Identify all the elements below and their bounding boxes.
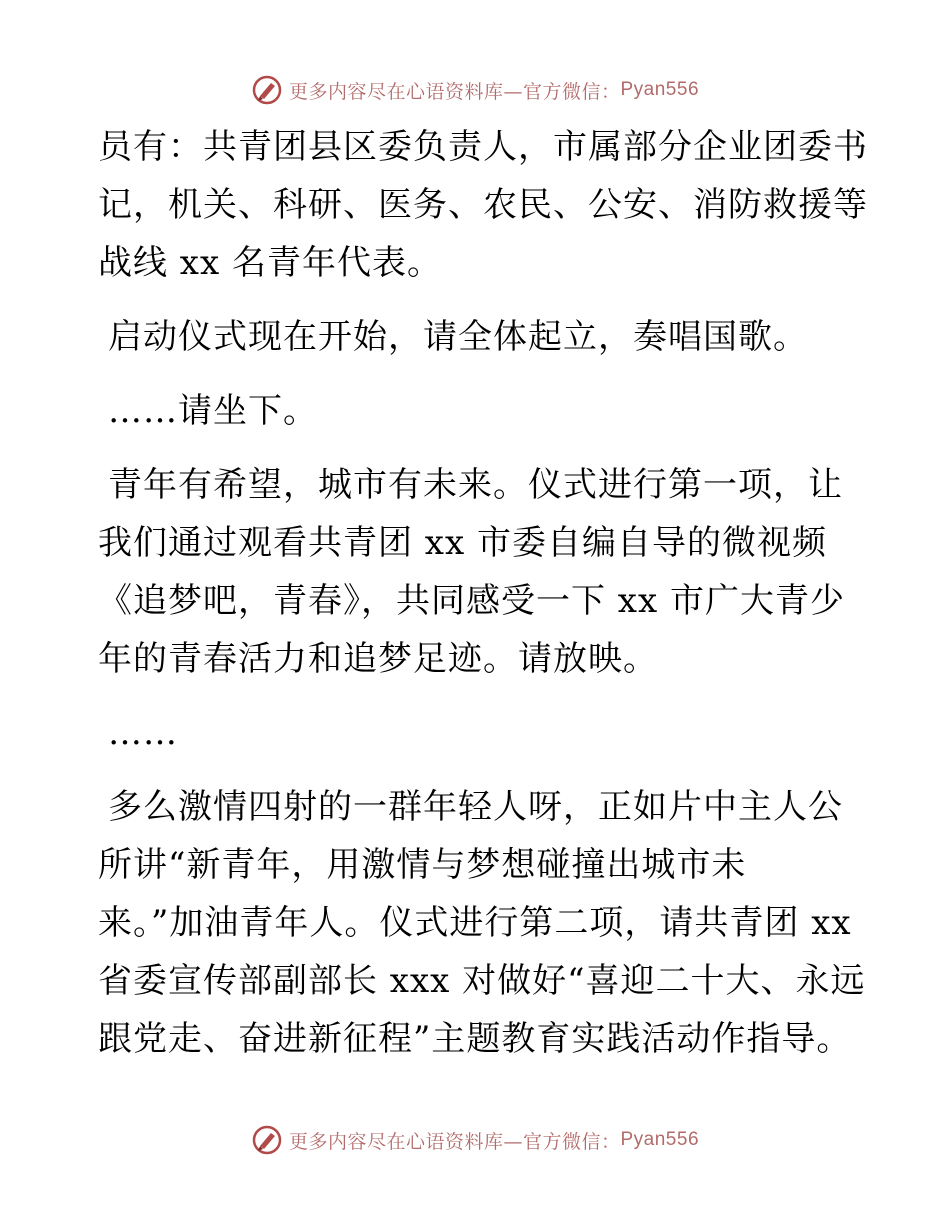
text-line: 青年有希望，城市有未来。仪式进行第一项，让 xyxy=(108,465,843,505)
watermark-wechat-id: Pyan556 xyxy=(620,79,700,100)
text-line: 跟党走、奋进新征程”主题教育实践活动作指导。 xyxy=(98,1019,852,1059)
text-line: ……请坐下。 xyxy=(108,391,318,431)
text-line: 员有：共青团县区委负责人，市属部分企业团委书 xyxy=(98,127,868,167)
text-line: 年的青春活力和追梦足迹。请放映。 xyxy=(98,639,658,679)
document-body xyxy=(98,118,868,1084)
watermark-wechat-id: Pyan556 xyxy=(620,1129,700,1150)
text-line: 来。”加油青年人。仪式进行第二项，请共青团 xx xyxy=(98,903,852,943)
paragraph-ceremony-start xyxy=(98,308,858,366)
text-line: 省委宣传部副部长 xxx 对做好“喜迎二十大、永远 xyxy=(98,961,866,1001)
text-line: 记，机关、科研、医务、农民、公安、消防救援等 xyxy=(98,185,868,225)
paragraph-ellipsis xyxy=(98,704,858,762)
text-line: 《追梦吧，青春》，共同感受一下 xx 市广大青少 xyxy=(98,581,845,621)
paragraph-second-item xyxy=(98,778,866,1068)
footer-watermark xyxy=(0,1120,950,1160)
paragraph-first-item xyxy=(98,456,858,688)
text-line: 我们通过观看共青团 xx 市委自编自导的微视频 xyxy=(98,523,827,563)
text-line: 多么激情四射的一群年轻人呀，正如片中主人公 xyxy=(108,787,843,827)
text-line: …… xyxy=(108,713,178,753)
header-watermark xyxy=(0,70,950,110)
text-line: 战线 xx 名青年代表。 xyxy=(98,243,442,283)
paragraph-attendees xyxy=(98,118,868,292)
paragraph-sit-down xyxy=(98,382,858,440)
pen-nib-logo-icon xyxy=(251,1124,283,1156)
watermark-text: 更多内容尽在心语资料库—官方微信： xyxy=(288,80,621,103)
text-line: 启动仪式现在开始，请全体起立，奏唱国歌。 xyxy=(108,317,808,357)
pen-nib-logo-icon xyxy=(251,74,283,106)
text-line: 所讲“新青年，用激情与梦想碰撞出城市未 xyxy=(98,845,747,885)
watermark-text: 更多内容尽在心语资料库—官方微信： xyxy=(288,1130,621,1153)
